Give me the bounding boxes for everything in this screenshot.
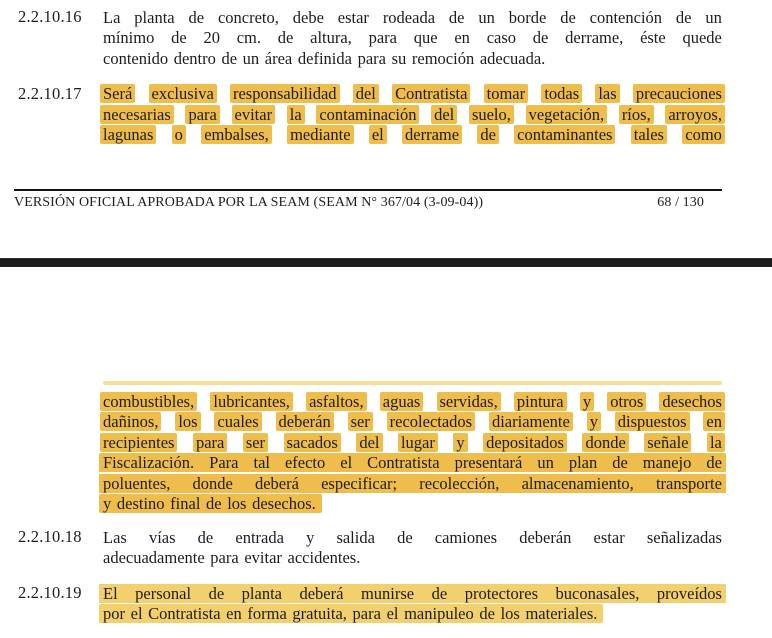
item-number: 2.2.10.17 bbox=[18, 83, 82, 103]
footer-approval-text: VERSIÓN OFICIAL APROBADA POR LA SEAM (SEAM N° 367/04 (3-09-04)) bbox=[14, 195, 484, 210]
highlighted-word: Será bbox=[100, 84, 135, 103]
item-number: 2.2.10.19 bbox=[18, 583, 82, 602]
highlighted-word: en bbox=[703, 412, 725, 431]
highlighted-word: diariamente bbox=[489, 412, 573, 431]
word: deberán bbox=[519, 527, 572, 547]
word: caso bbox=[486, 28, 517, 48]
word: manejo bbox=[642, 453, 692, 473]
highlighted-word: para bbox=[193, 433, 227, 452]
item-text bbox=[103, 583, 722, 624]
item-text bbox=[103, 527, 722, 568]
word: contención bbox=[589, 7, 663, 27]
word: de bbox=[197, 527, 214, 547]
word: planta bbox=[241, 583, 282, 603]
word: y bbox=[306, 527, 315, 547]
word: recolección, bbox=[419, 473, 500, 493]
word: salida bbox=[336, 527, 375, 547]
highlighted-word: depositados bbox=[483, 433, 567, 452]
word: de bbox=[560, 7, 576, 27]
highlighted-word: embalses, bbox=[201, 125, 272, 144]
highlighted-word: mediante bbox=[287, 125, 353, 144]
highlighted-word: los bbox=[175, 412, 200, 431]
highlighted-word: las bbox=[595, 84, 619, 103]
word: de bbox=[612, 453, 628, 473]
highlighted-word: del bbox=[353, 84, 379, 103]
word: rodeada bbox=[382, 7, 436, 27]
word: vías bbox=[148, 527, 176, 547]
word: deberá bbox=[254, 473, 299, 493]
highlighted-word: tales bbox=[631, 125, 667, 144]
word: donde bbox=[192, 473, 233, 493]
word: tal bbox=[253, 453, 270, 473]
highlighted-word: como bbox=[682, 125, 725, 144]
word: Para bbox=[209, 453, 239, 473]
word: de bbox=[277, 28, 294, 48]
word: camiones bbox=[434, 527, 498, 547]
word: presentará bbox=[454, 453, 523, 473]
word: señalizadas bbox=[646, 527, 722, 547]
text-line bbox=[103, 527, 722, 548]
highlighted-word: la bbox=[287, 105, 305, 124]
word: Fiscalización. bbox=[103, 453, 195, 473]
word: proveídos bbox=[656, 583, 722, 603]
word: un bbox=[537, 453, 554, 473]
word: un bbox=[478, 7, 495, 27]
list-item bbox=[18, 84, 722, 146]
highlighted-word: derrame bbox=[402, 125, 462, 144]
word: éste bbox=[640, 28, 666, 48]
highlighted-word: del bbox=[431, 105, 457, 124]
highlighted-word: cuales bbox=[214, 412, 261, 431]
text-line bbox=[103, 48, 722, 69]
word: efecto bbox=[284, 453, 326, 473]
highlighted-text: por el Contratista en forma gratuita, para el manipuleo de los materiales. bbox=[99, 604, 603, 623]
text: adecuadamente para evitar accidentes. bbox=[103, 548, 361, 568]
word: borde bbox=[508, 7, 547, 27]
highlighted-word: necesarias bbox=[100, 105, 174, 124]
highlighted-word: ser bbox=[243, 433, 268, 452]
word: personal bbox=[135, 583, 192, 603]
list-item bbox=[18, 527, 722, 568]
highlighted-word: el bbox=[369, 125, 387, 144]
word: el bbox=[340, 453, 353, 473]
word: de bbox=[171, 28, 187, 48]
footer-rule bbox=[14, 189, 722, 191]
word: de bbox=[208, 583, 225, 603]
highlighted-word: dañinos, bbox=[100, 412, 161, 431]
highlighted-word: ríos, bbox=[619, 105, 654, 124]
word: para bbox=[368, 28, 397, 48]
word: entrada bbox=[235, 527, 284, 547]
highlighted-word: y bbox=[587, 412, 601, 431]
word: El bbox=[103, 583, 118, 603]
text-line bbox=[99, 583, 726, 604]
highlighted-word: vegetación, bbox=[526, 105, 608, 124]
list-item bbox=[18, 7, 722, 69]
highlighted-word: lubricantes, bbox=[210, 392, 293, 411]
highlighted-word: desechos bbox=[659, 392, 725, 411]
highlighted-word: exclusiva bbox=[149, 84, 217, 103]
text-line bbox=[103, 548, 722, 569]
word: almacenamiento, bbox=[521, 473, 634, 493]
highlighted-word: arroyos, bbox=[665, 105, 725, 124]
highlighted-word: sacados bbox=[284, 433, 341, 452]
highlighted-word: recolectados bbox=[387, 412, 475, 431]
highlighted-word: donde bbox=[582, 433, 628, 452]
word: especificar; bbox=[321, 473, 398, 493]
highlighted-word: evitar bbox=[232, 105, 276, 124]
highlighted-word: precauciones bbox=[633, 84, 725, 103]
highlighted-word: ser bbox=[348, 412, 373, 431]
page-1-paragraphs bbox=[18, 7, 722, 145]
highlighted-word: responsabilidad bbox=[230, 84, 340, 103]
word: de bbox=[675, 7, 692, 27]
word: de bbox=[532, 28, 549, 48]
word: derrame, bbox=[565, 28, 624, 48]
highlighted-word: contaminación bbox=[316, 105, 419, 124]
word: deberá bbox=[299, 583, 344, 603]
highlighted-word: recipientes bbox=[100, 433, 177, 452]
word: de bbox=[431, 583, 448, 603]
page-2-paragraphs bbox=[18, 391, 722, 624]
word: estar bbox=[593, 527, 625, 547]
highlighted-word: la bbox=[707, 433, 725, 452]
word: de bbox=[448, 7, 465, 27]
text-line bbox=[103, 494, 722, 515]
page-divider-bar bbox=[0, 258, 772, 267]
footer-page-number: 68 / 130 bbox=[657, 195, 704, 210]
text-line bbox=[103, 84, 722, 105]
word: de bbox=[706, 453, 722, 473]
word: quede bbox=[682, 28, 722, 48]
word: buconasales, bbox=[555, 583, 640, 603]
highlighted-word: otros bbox=[607, 392, 646, 411]
word: concreto, bbox=[217, 7, 279, 27]
highlighted-word: o bbox=[172, 125, 186, 144]
highlighted-word: lagunas bbox=[100, 125, 156, 144]
highlighted-word: contaminantes bbox=[514, 125, 615, 144]
item-text bbox=[103, 391, 722, 514]
word: de bbox=[397, 527, 413, 547]
text-line bbox=[103, 604, 722, 625]
clipped-highlight-strip bbox=[103, 381, 722, 385]
highlighted-word: combustibles, bbox=[100, 392, 197, 411]
highlighted-word: dispuestos bbox=[615, 412, 690, 431]
highlighted-word: lugar bbox=[398, 433, 438, 452]
item-number: 2.2.10.16 bbox=[18, 7, 82, 26]
highlighted-word: todas bbox=[541, 84, 582, 103]
item-text bbox=[103, 84, 722, 146]
text-line bbox=[103, 432, 722, 453]
word: mínimo bbox=[103, 28, 155, 48]
page-2 bbox=[0, 381, 772, 638]
word: cm. bbox=[236, 28, 262, 48]
highlighted-word: señale bbox=[644, 433, 691, 452]
highlighted-word: y bbox=[453, 433, 467, 452]
word: estar bbox=[337, 7, 369, 27]
text-line bbox=[103, 412, 722, 433]
word: 20 bbox=[203, 28, 220, 48]
text-line bbox=[103, 104, 722, 125]
highlighted-word: tomar bbox=[484, 84, 529, 103]
text-line bbox=[99, 453, 726, 474]
word: protectores bbox=[464, 583, 539, 603]
item-number: 2.2.10.18 bbox=[18, 527, 82, 546]
highlighted-word: pintura bbox=[514, 392, 567, 411]
highlighted-word: Contratista bbox=[392, 84, 470, 103]
highlighted-word: de bbox=[477, 125, 499, 144]
text-line bbox=[103, 7, 722, 28]
highlighted-word: y bbox=[580, 392, 594, 411]
item-text bbox=[103, 7, 722, 69]
highlighted-word: suelo, bbox=[469, 105, 514, 124]
word: Contratista bbox=[367, 453, 440, 473]
word: de bbox=[188, 7, 205, 27]
word: poluentes, bbox=[103, 473, 171, 493]
word: La bbox=[103, 7, 121, 27]
highlighted-word: para bbox=[185, 105, 219, 124]
text-line bbox=[103, 391, 722, 412]
word: planta bbox=[134, 7, 175, 27]
highlighted-word: asfaltos, bbox=[306, 392, 367, 411]
text-line bbox=[99, 473, 726, 494]
text: contenido dentro de un área definida para su remoción adecuada. bbox=[103, 48, 546, 68]
word: debe bbox=[292, 7, 324, 27]
word: altura, bbox=[310, 28, 352, 48]
highlighted-word: aguas bbox=[380, 392, 424, 411]
word: un bbox=[705, 7, 722, 27]
word: munirse bbox=[360, 583, 415, 603]
page-1 bbox=[0, 0, 772, 212]
highlighted-text: y destino final de los desechos. bbox=[99, 494, 322, 513]
highlighted-word: deberán bbox=[276, 412, 334, 431]
list-item bbox=[18, 391, 722, 514]
word: que bbox=[413, 28, 438, 48]
word: Las bbox=[103, 527, 127, 547]
word: plan bbox=[568, 453, 598, 473]
word: transporte bbox=[655, 473, 722, 493]
highlighted-word: servidas, bbox=[437, 392, 501, 411]
text-line bbox=[103, 28, 722, 49]
list-item bbox=[18, 583, 722, 624]
text-line bbox=[103, 125, 722, 146]
word: en bbox=[454, 28, 470, 48]
footer-row bbox=[14, 194, 722, 212]
highlighted-word: del bbox=[356, 433, 382, 452]
page-footer bbox=[14, 189, 722, 212]
